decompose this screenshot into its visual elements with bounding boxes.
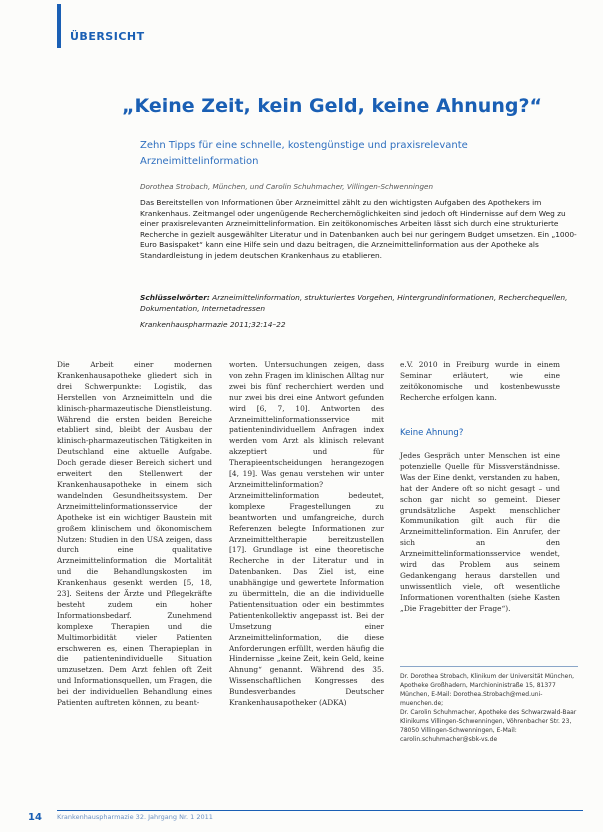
footer-divider (57, 810, 583, 811)
article-citation: Krankenhauspharmazie 2011;32:14–22 (140, 320, 286, 329)
section-bar (57, 4, 61, 48)
article-title: „Keine Zeit, kein Geld, keine Ahnung?“ (122, 95, 542, 117)
page-number: 14 (28, 812, 42, 823)
contact-author-2: Dr. Carolin Schuhmacher, Apotheke des Schwarzwald-Baar Klinikums Villingen-Schwenningen, Vöhrenbacher Str. 23, 78050 Villingen-Schwenningen, E-Mail: carolin.schuhmacher@sbk-vs.de (400, 709, 577, 743)
section-label: ÜBERSICHT (70, 30, 145, 43)
body-column-1: Die Arbeit einer modernen Krankenhausapotheke gliedert sich in drei Schwerpunkte: Logistik, das Herstellen von Arzneimitteln und die klinisch-pharmazeutische Dienstleistung. Während die ersten beiden Bereiche etabliert sind, bleibt der Ausbau der klinisch-pharmazeutischen Tätigkeiten in Deutschland eine aktuelle Aufgabe. Doch gerade dieser Bereich sichert und erweitert den Stellenwert der Krankenhausapotheke in einem sich wandelnden Gesundheitssystem. Der Arzneimittelinformationsservice der Apotheke ist ein wichtiger Baustein mit großem klinischem und ökonomischem Nutzen: Studien in den USA zeigen, dass durch eine qualitative Arzneimittelinformation die Mortalität und die Behandlungskosten im Krankenhaus gesenkt werden [5, 18, 23]. Seitens der Ärzte und Pflegekräfte besteht zudem ein hoher Informationsbedarf. Zunehmend komplexe Therapien und die Multimorbidität vieler Patienten erschweren es, einen Therapieplan in die patientenindividuelle Situation umzusetzen. Dem Arzt fehlen oft Zeit und Informationsquellen, um Fragen, die bei der individuellen Behandlung eines Patienten auftreten können, zu beant- (57, 360, 212, 708)
author-contact (400, 672, 578, 744)
section-heading: Keine Ahnung? (400, 428, 464, 438)
body-column-3: e.V. 2010 in Freiburg wurde in einem Seminar erläutert, wie eine zeitökonomische und kostenbewusste Recherche erfolgen kann. (400, 360, 560, 402)
article-abstract: Das Bereitstellen von Informationen über Arzneimittel zählt zu den wichtigsten Aufgaben des Apothekers im Krankenhaus. Zeitmangel oder ungenügende Recherchemöglichkeiten sind jedoch oft Hindernisse auf dem Weg zu einer praxisrelevanten Arzneimittelinformation. Ein zeitökonomisches Arbeiten lässt sich durch eine strukturierte Recherche in gezielt ausgewählter Literatur und in Datenbanken auch bei nur geringem Budget umsetzen. Ein „1000-Euro Basispaket“ kann eine Hilfe sein und dazu beitragen, die Arzneimittelinformation aus der Apotheke als Standardleistung in jedem deutschen Krankenhaus zu etablieren. (140, 198, 577, 260)
body-column-3-continued: Jedes Gespräch unter Menschen ist eine potenzielle Quelle für Missverständnisse. Was der Eine denkt, verstanden zu haben, hat der Andere oft so nicht gesagt – und schon gar nicht so gemeint. Dieser grundsätzliche Aspekt menschlicher Kommunikation gilt auch für die Arzneimittelinformation. Ein Anrufer, der sich an den Arzneimittelinformationsservice wendet, wird das Problem aus seinem Gedankengang heraus darstellen und unwissentlich viele, oft wesentliche Informationen vorenthalten (siehe Kasten „Die Fragebitter der Frage“). (400, 451, 560, 613)
article-keywords (140, 293, 585, 314)
article-subtitle: Zehn Tipps für eine schnelle, kostengünstige und praxisrelevante Arzneimittelinformation (140, 140, 468, 167)
contact-author-1: Dr. Dorothea Strobach, Klinikum der Universität München, Apotheke Großhadern, Marchioninistraße 15, 81377 München, E-Mail: Dorothea.Strobach@med.uni-muenchen.de; (400, 673, 575, 707)
contact-divider (400, 666, 578, 667)
keywords-label: Schlüsselwörter: (140, 293, 210, 302)
journal-footer: Krankenhauspharmazie 32. Jahrgang Nr. 1 2011 (57, 813, 213, 821)
body-column-2: worten. Untersuchungen zeigen, dass von zehn Fragen im klinischen Alltag nur zwei bis fünf recherchiert werden und nur zwei bis drei eine Antwort gefunden wird [6, 7, 10]. Antworten des Arzneimittelinformationsservice mit patientenindividuellem Anfragen index werden vom Arzt als klinisch relevant akzeptiert und für Therapieentscheidungen herangezogen [4, 19]. Was genau verstehen wir unter Arzneimittelinformation? Arzneimittelinformation bedeutet, komplexe Fragestellungen zu beantworten und umfangreiche, durch Referenzen belegte Informationen zur Arzneimitteltherapie bereitzustellen [17]. Grundlage ist eine theoretische Recherche in der Literatur und in Datenbanken. Das Ziel ist, eine unabhängige und gewertete Information zu übermitteln, die an die individuelle Patientensituation oder ein bestimmtes Patientenkollektiv angepasst ist. Bei der Umsetzung einer Arzneimittelinformation, die diese Anforderungen erfüllt, werden häufig die Hindernisse „keine Zeit, kein Geld, keine Ahnung“ genannt. Während des 35. Wissenschaftlichen Kongresses des Bundesverbandes Deutscher Krankenhausapotheker (ADKA) (229, 360, 384, 708)
article-authors: Dorothea Strobach, München, und Carolin Schuhmacher, Villingen-Schwenningen (140, 182, 434, 191)
keywords-text: Arzneimittelinformation, strukturiertes Vorgehen, Hintergrundinformationen, Recherchequellen, Dokumentation, Internetadressen (140, 293, 568, 313)
